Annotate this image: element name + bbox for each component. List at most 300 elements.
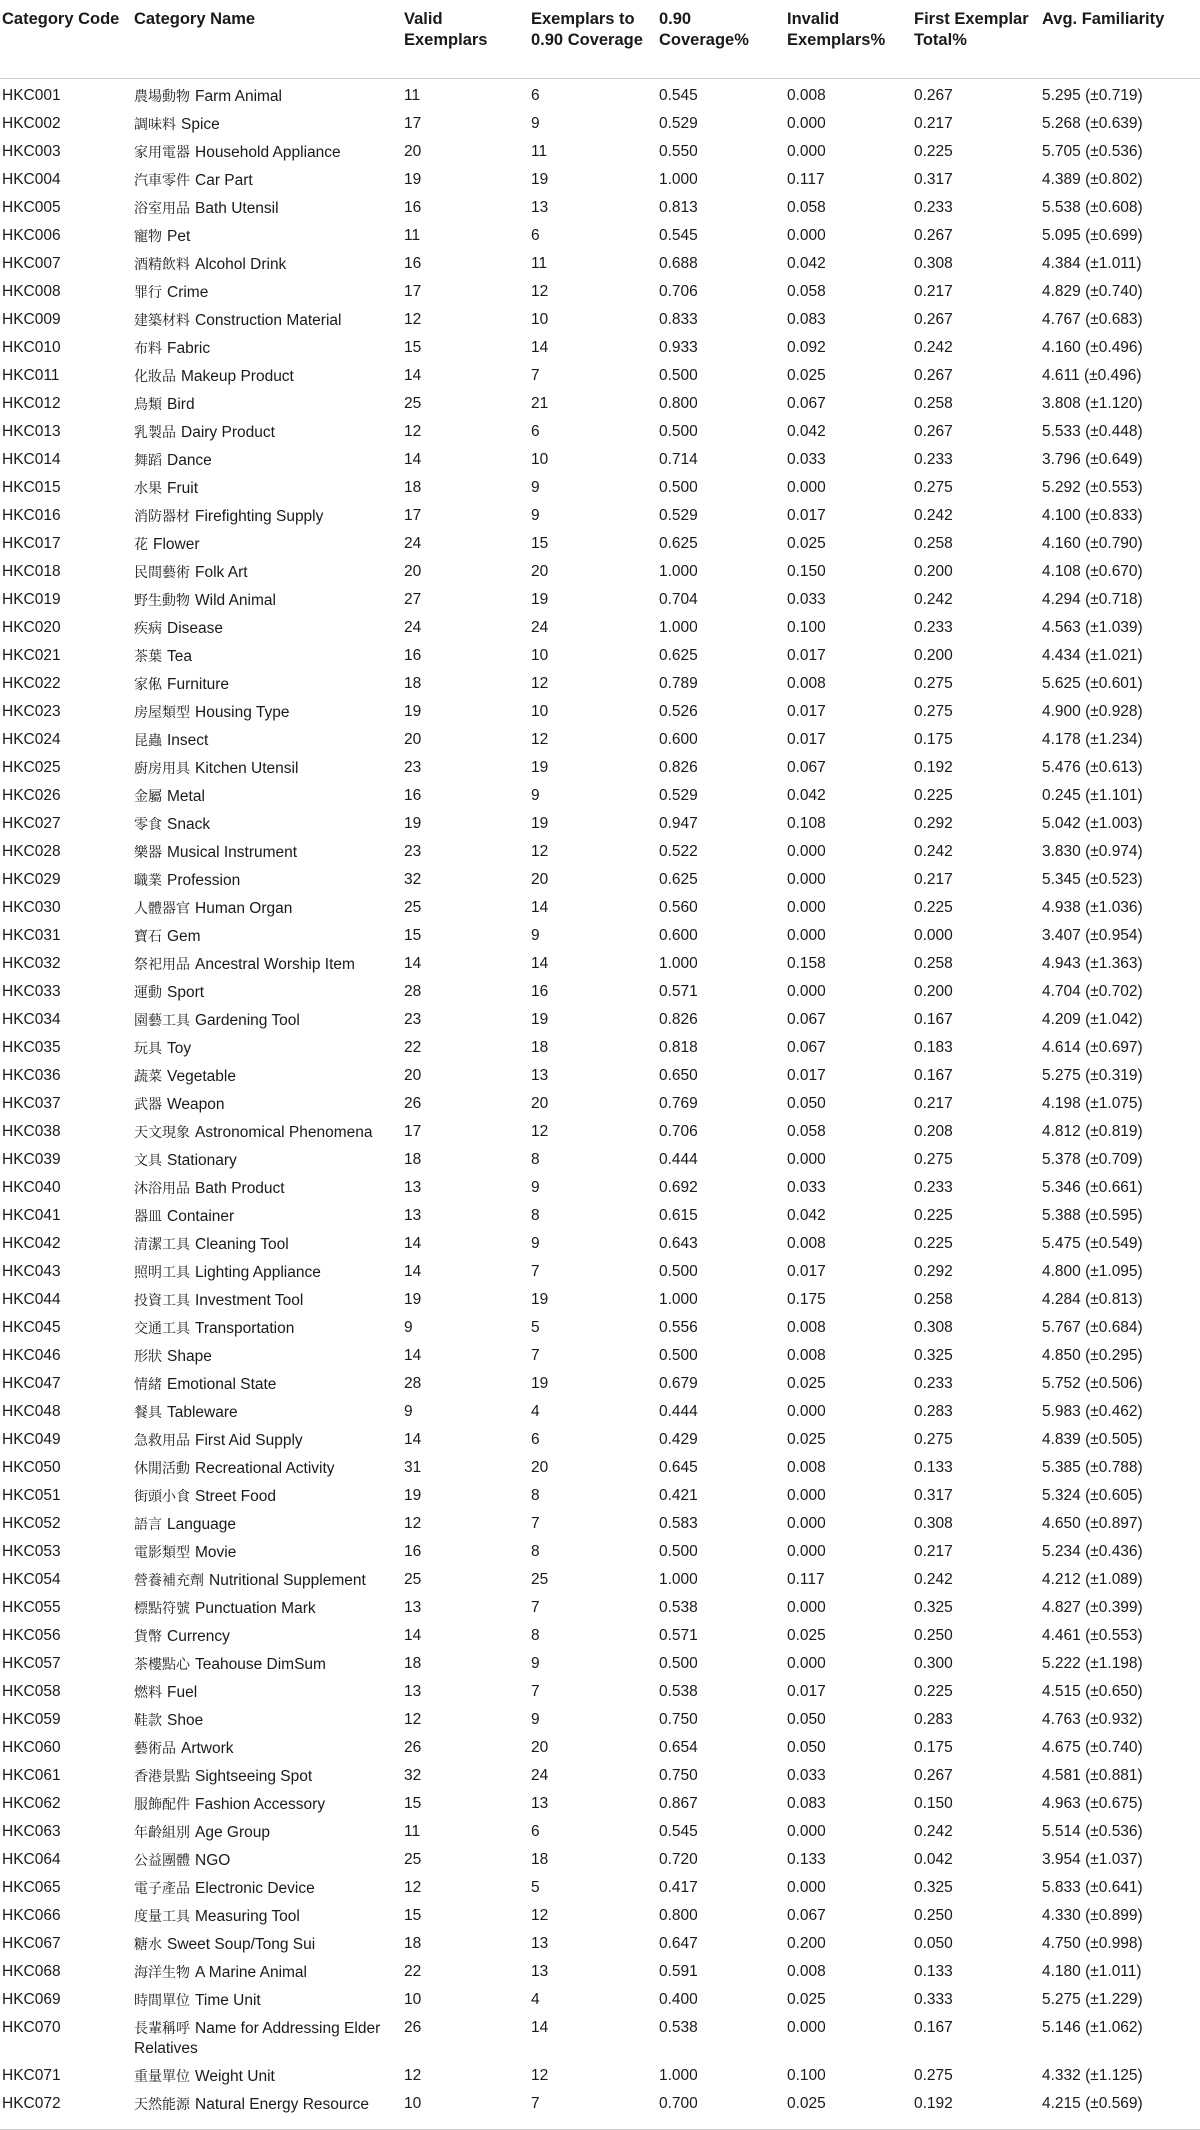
table-row	[0, 1927, 1200, 1955]
table-row	[0, 1703, 1200, 1731]
cell-exemplars-to-coverage: 8	[531, 1486, 540, 1504]
category-name-english: Wild Animal	[195, 591, 276, 609]
cell-coverage-percent: 0.867	[659, 1794, 698, 1812]
cell-category-name	[132, 135, 402, 163]
cell-invalid-exemplars: 0.067	[787, 1906, 826, 1924]
cell-invalid-exemplars: 0.025	[787, 366, 826, 384]
cell-category-code: HKC046	[2, 1346, 61, 1364]
cell-exemplars-to-coverage: 14	[531, 898, 549, 916]
cell-avg-familiarity: 4.563 (±1.039)	[1042, 618, 1143, 636]
cell-valid-exemplars: 14	[404, 1346, 422, 1364]
cell-valid-exemplars: 16	[404, 198, 422, 216]
cell-exemplars-to-coverage: 9	[531, 114, 540, 132]
category-name-english: Natural Energy Resource	[195, 2095, 370, 2113]
cell-invalid-exemplars: 0.000	[787, 1150, 826, 1168]
cell-category-name	[132, 1227, 402, 1255]
cell-invalid-exemplars: 0.008	[787, 1346, 826, 1364]
cell-first-exemplar-total: 0.233	[914, 1374, 953, 1392]
cell-valid-exemplars: 27	[404, 590, 422, 608]
cell-exemplars-to-coverage: 12	[531, 1122, 549, 1140]
cell-avg-familiarity: 4.704 (±0.702)	[1042, 982, 1143, 1000]
cell-category-code: HKC005	[2, 198, 61, 216]
cell-first-exemplar-total: 0.217	[914, 1094, 953, 1112]
cell-avg-familiarity: 4.614 (±0.697)	[1042, 1038, 1143, 1056]
category-name-chinese: 乳製品	[134, 423, 176, 440]
category-name-english: First Aid Supply	[195, 1431, 303, 1449]
cell-invalid-exemplars: 0.000	[787, 926, 826, 944]
cell-exemplars-to-coverage: 19	[531, 1290, 549, 1308]
cell-category-name	[132, 835, 402, 863]
cell-first-exemplar-total: 0.233	[914, 450, 953, 468]
cell-first-exemplar-total: 0.317	[914, 1486, 953, 1504]
cell-first-exemplar-total: 0.208	[914, 1122, 953, 1140]
cell-coverage-percent: 0.679	[659, 1374, 698, 1392]
cell-avg-familiarity: 5.345 (±0.523)	[1042, 870, 1143, 888]
cell-valid-exemplars: 17	[404, 506, 422, 524]
table-row	[0, 1955, 1200, 1983]
cell-category-name	[132, 1171, 402, 1199]
cell-category-name	[132, 331, 402, 359]
cell-valid-exemplars: 22	[404, 1038, 422, 1056]
category-name-chinese: 民間藝術	[134, 563, 190, 580]
cell-first-exemplar-total: 0.250	[914, 1626, 953, 1644]
cell-category-name	[132, 555, 402, 583]
cell-exemplars-to-coverage: 19	[531, 758, 549, 776]
cell-coverage-percent: 1.000	[659, 1570, 698, 1588]
category-name-chinese: 家俬	[134, 675, 162, 692]
cell-category-name	[132, 1871, 402, 1899]
category-name-chinese: 投資工具	[134, 1291, 190, 1308]
cell-exemplars-to-coverage: 8	[531, 1150, 540, 1168]
cell-coverage-percent: 0.800	[659, 1906, 698, 1924]
cell-category-name	[132, 1031, 402, 1059]
cell-first-exemplar-total: 0.133	[914, 1962, 953, 1980]
category-name-chinese: 廚房用具	[134, 759, 190, 776]
cell-valid-exemplars: 18	[404, 674, 422, 692]
cell-avg-familiarity: 4.650 (±0.897)	[1042, 1514, 1143, 1532]
cell-category-name	[132, 1003, 402, 1031]
cell-exemplars-to-coverage: 6	[531, 1430, 540, 1448]
cell-invalid-exemplars: 0.017	[787, 730, 826, 748]
cell-category-name	[132, 1255, 402, 1283]
cell-first-exemplar-total: 0.192	[914, 2094, 953, 2112]
cell-category-code: HKC038	[2, 1122, 61, 1140]
cell-category-code: HKC033	[2, 982, 61, 1000]
cell-coverage-percent: 0.647	[659, 1934, 698, 1952]
cell-category-code: HKC056	[2, 1626, 61, 1644]
category-name-english: Disease	[167, 619, 223, 637]
category-name-english: Construction Material	[195, 311, 342, 329]
cell-first-exemplar-total: 0.292	[914, 1262, 953, 1280]
cell-coverage-percent: 0.750	[659, 1766, 698, 1784]
category-name-english: Shoe	[167, 1711, 204, 1729]
cell-category-name	[132, 527, 402, 555]
category-name-chinese: 海洋生物	[134, 1963, 190, 1980]
cell-invalid-exemplars: 0.000	[787, 1514, 826, 1532]
cell-exemplars-to-coverage: 13	[531, 1066, 549, 1084]
cell-category-code: HKC037	[2, 1094, 61, 1112]
cell-category-code: HKC059	[2, 1710, 61, 1728]
category-name-chinese: 語言	[134, 1515, 162, 1532]
cell-coverage-percent: 0.500	[659, 478, 698, 496]
cell-first-exemplar-total: 0.242	[914, 506, 953, 524]
cell-invalid-exemplars: 0.083	[787, 1794, 826, 1812]
cell-coverage-percent: 0.583	[659, 1514, 698, 1532]
cell-exemplars-to-coverage: 7	[531, 1262, 540, 1280]
category-name-english: Dairy Product	[181, 423, 275, 441]
cell-first-exemplar-total: 0.242	[914, 338, 953, 356]
cell-invalid-exemplars: 0.067	[787, 394, 826, 412]
cell-coverage-percent: 0.591	[659, 1962, 698, 1980]
cell-invalid-exemplars: 0.008	[787, 1234, 826, 1252]
cell-avg-familiarity: 4.963 (±0.675)	[1042, 1794, 1143, 1812]
cell-category-name	[132, 219, 402, 247]
category-name-chinese: 服飾配件	[134, 1795, 190, 1812]
cell-first-exemplar-total: 0.258	[914, 1290, 953, 1308]
table-row	[0, 163, 1200, 191]
cell-invalid-exemplars: 0.025	[787, 1374, 826, 1392]
cell-category-code: HKC057	[2, 1654, 61, 1672]
category-name-english: Tableware	[167, 1403, 238, 1421]
cell-category-name	[132, 1311, 402, 1339]
cell-category-name	[132, 1731, 402, 1759]
cell-category-name	[132, 1059, 402, 1087]
cell-category-code: HKC049	[2, 1430, 61, 1448]
cell-valid-exemplars: 20	[404, 730, 422, 748]
cell-avg-familiarity: 5.275 (±0.319)	[1042, 1066, 1143, 1084]
cell-invalid-exemplars: 0.017	[787, 1682, 826, 1700]
table-row	[0, 1059, 1200, 1087]
cell-avg-familiarity: 4.767 (±0.683)	[1042, 310, 1143, 328]
cell-invalid-exemplars: 0.008	[787, 1318, 826, 1336]
table-row	[0, 919, 1200, 947]
cell-avg-familiarity: 4.611 (±0.496)	[1042, 366, 1142, 384]
cell-invalid-exemplars: 0.008	[787, 1962, 826, 1980]
cell-category-name	[132, 1703, 402, 1731]
cell-first-exemplar-total: 0.133	[914, 1458, 953, 1476]
category-name-chinese: 照明工具	[134, 1263, 190, 1280]
cell-invalid-exemplars: 0.083	[787, 310, 826, 328]
cell-avg-familiarity: 5.268 (±0.639)	[1042, 114, 1143, 132]
cell-avg-familiarity: 4.750 (±0.998)	[1042, 1934, 1143, 1952]
cell-avg-familiarity: 4.900 (±0.928)	[1042, 702, 1143, 720]
cell-exemplars-to-coverage: 19	[531, 1374, 549, 1392]
cell-category-code: HKC036	[2, 1066, 61, 1084]
cell-exemplars-to-coverage: 18	[531, 1038, 549, 1056]
cell-first-exemplar-total: 0.258	[914, 394, 953, 412]
cell-coverage-percent: 0.560	[659, 898, 698, 916]
category-name-english: Transportation	[195, 1319, 295, 1337]
header-category-name: Category Name	[132, 0, 402, 78]
cell-exemplars-to-coverage: 19	[531, 1010, 549, 1028]
cell-coverage-percent: 0.720	[659, 1850, 698, 1868]
cell-avg-familiarity: 4.812 (±0.819)	[1042, 1122, 1143, 1140]
category-name-chinese: 樂器	[134, 843, 162, 860]
cell-avg-familiarity: 4.829 (±0.740)	[1042, 282, 1143, 300]
cell-exemplars-to-coverage: 13	[531, 1934, 549, 1952]
cell-coverage-percent: 0.529	[659, 786, 698, 804]
category-name-chinese: 水果	[134, 479, 162, 496]
category-name-chinese: 人體器官	[134, 899, 190, 916]
cell-first-exemplar-total: 0.300	[914, 1654, 953, 1672]
cell-valid-exemplars: 9	[404, 1402, 413, 1420]
cell-coverage-percent: 0.444	[659, 1150, 698, 1168]
cell-avg-familiarity: 4.763 (±0.932)	[1042, 1710, 1143, 1728]
cell-invalid-exemplars: 0.092	[787, 338, 826, 356]
category-name-chinese: 器皿	[134, 1207, 162, 1224]
table-row	[0, 1283, 1200, 1311]
cell-first-exemplar-total: 0.308	[914, 254, 953, 272]
category-name-chinese: 浴室用品	[134, 199, 190, 216]
category-name-english: Sport	[167, 983, 205, 1001]
cell-avg-familiarity: 5.625 (±0.601)	[1042, 674, 1143, 692]
table-row	[0, 1759, 1200, 1787]
cell-first-exemplar-total: 0.275	[914, 1430, 953, 1448]
cell-first-exemplar-total: 0.225	[914, 1234, 953, 1252]
cell-category-code: HKC014	[2, 450, 61, 468]
cell-exemplars-to-coverage: 6	[531, 226, 540, 244]
cell-invalid-exemplars: 0.000	[787, 1822, 826, 1840]
cell-invalid-exemplars: 0.000	[787, 1598, 826, 1616]
cell-valid-exemplars: 18	[404, 1150, 422, 1168]
table-row	[0, 1787, 1200, 1815]
cell-exemplars-to-coverage: 13	[531, 1962, 549, 1980]
cell-first-exemplar-total: 0.275	[914, 1150, 953, 1168]
cell-avg-familiarity: 5.475 (±0.549)	[1042, 1234, 1143, 1252]
cell-avg-familiarity: 5.295 (±0.719)	[1042, 86, 1143, 104]
cell-invalid-exemplars: 0.033	[787, 1178, 826, 1196]
cell-category-code: HKC035	[2, 1038, 61, 1056]
cell-avg-familiarity: 4.850 (±0.295)	[1042, 1346, 1143, 1364]
cell-avg-familiarity: 4.943 (±1.363)	[1042, 954, 1143, 972]
cell-valid-exemplars: 24	[404, 534, 422, 552]
cell-valid-exemplars: 23	[404, 1010, 422, 1028]
table-row	[0, 1143, 1200, 1171]
cell-first-exemplar-total: 0.225	[914, 1682, 953, 1700]
header-first-exemplar-total: First Exemplar Total%	[912, 0, 1040, 78]
cell-avg-familiarity: 5.833 (±0.641)	[1042, 1878, 1143, 1896]
cell-first-exemplar-total: 0.242	[914, 590, 953, 608]
cell-valid-exemplars: 19	[404, 1486, 422, 1504]
cell-valid-exemplars: 32	[404, 870, 422, 888]
category-name-english: Emotional State	[167, 1375, 277, 1393]
cell-coverage-percent: 0.545	[659, 86, 698, 104]
cell-coverage-percent: 0.556	[659, 1318, 698, 1336]
cell-invalid-exemplars: 0.000	[787, 478, 826, 496]
cell-category-name	[132, 303, 402, 331]
cell-first-exemplar-total: 0.217	[914, 870, 953, 888]
cell-category-code: HKC016	[2, 506, 61, 524]
cell-valid-exemplars: 15	[404, 1906, 422, 1924]
cell-avg-familiarity: 4.332 (±1.125)	[1042, 2066, 1143, 2084]
cell-exemplars-to-coverage: 12	[531, 282, 549, 300]
cell-first-exemplar-total: 0.308	[914, 1514, 953, 1532]
cell-category-code: HKC050	[2, 1458, 61, 1476]
category-name-english: NGO	[195, 1851, 231, 1869]
cell-category-name	[132, 1815, 402, 1843]
category-name-english: Snack	[167, 815, 211, 833]
cell-coverage-percent: 0.947	[659, 814, 698, 832]
cell-first-exemplar-total: 0.275	[914, 674, 953, 692]
cell-category-name	[132, 1143, 402, 1171]
cell-valid-exemplars: 17	[404, 114, 422, 132]
table-row	[0, 1255, 1200, 1283]
header-row	[0, 0, 1200, 78]
cell-exemplars-to-coverage: 7	[531, 1682, 540, 1700]
cell-category-name	[132, 2087, 402, 2115]
category-name-chinese: 汽車零件	[134, 171, 190, 188]
cell-first-exemplar-total: 0.275	[914, 478, 953, 496]
cell-exemplars-to-coverage: 13	[531, 198, 549, 216]
category-name-english: Housing Type	[195, 703, 290, 721]
cell-category-name	[132, 919, 402, 947]
cell-category-code: HKC023	[2, 702, 61, 720]
cell-avg-familiarity: 4.461 (±0.553)	[1042, 1626, 1143, 1644]
table-row	[0, 527, 1200, 555]
category-name-english: Teahouse DimSum	[195, 1655, 326, 1673]
cell-category-code: HKC028	[2, 842, 61, 860]
cell-invalid-exemplars: 0.000	[787, 1878, 826, 1896]
cell-valid-exemplars: 14	[404, 1262, 422, 1280]
category-name-chinese: 度量工具	[134, 1907, 190, 1924]
cell-valid-exemplars: 26	[404, 1094, 422, 1112]
cell-coverage-percent: 0.700	[659, 2094, 698, 2112]
cell-exemplars-to-coverage: 18	[531, 1850, 549, 1868]
cell-avg-familiarity: 4.800 (±1.095)	[1042, 1262, 1143, 1280]
category-name-english: Furniture	[167, 675, 230, 693]
cell-exemplars-to-coverage: 10	[531, 702, 549, 720]
category-name-english: Nutritional Supplement	[209, 1571, 366, 1589]
category-name-chinese: 房屋類型	[134, 703, 190, 720]
category-name-english: Artwork	[181, 1739, 234, 1757]
cell-first-exemplar-total: 0.150	[914, 1794, 953, 1812]
table-row	[0, 331, 1200, 359]
cell-exemplars-to-coverage: 13	[531, 1794, 549, 1812]
cell-avg-familiarity: 5.476 (±0.613)	[1042, 758, 1143, 776]
category-name-english: Weapon	[167, 1095, 225, 1113]
cell-first-exemplar-total: 0.233	[914, 1178, 953, 1196]
cell-invalid-exemplars: 0.000	[787, 2018, 826, 2036]
cell-category-name	[132, 1395, 402, 1423]
cell-invalid-exemplars: 0.017	[787, 506, 826, 524]
cell-category-code: HKC009	[2, 310, 61, 328]
cell-category-name	[132, 387, 402, 415]
cell-category-name	[132, 975, 402, 1003]
cell-invalid-exemplars: 0.025	[787, 2094, 826, 2112]
cell-first-exemplar-total: 0.167	[914, 1010, 953, 1028]
cell-invalid-exemplars: 0.017	[787, 646, 826, 664]
cell-valid-exemplars: 23	[404, 842, 422, 860]
cell-category-code: HKC055	[2, 1598, 61, 1616]
cell-category-code: HKC034	[2, 1010, 61, 1028]
category-name-chinese: 標點符號	[134, 1599, 190, 1616]
cell-exemplars-to-coverage: 24	[531, 1766, 549, 1784]
table-row	[0, 639, 1200, 667]
table-row	[0, 1395, 1200, 1423]
cell-valid-exemplars: 13	[404, 1598, 422, 1616]
cell-exemplars-to-coverage: 19	[531, 590, 549, 608]
table-row	[0, 1115, 1200, 1143]
category-name-chinese: 公益團體	[134, 1851, 190, 1868]
cell-valid-exemplars: 32	[404, 1766, 422, 1784]
table-row	[0, 387, 1200, 415]
table-row	[0, 303, 1200, 331]
category-name-english: Astronomical Phenomena	[195, 1123, 373, 1141]
cell-invalid-exemplars: 0.175	[787, 1290, 826, 1308]
cell-invalid-exemplars: 0.000	[787, 142, 826, 160]
category-name-chinese: 昆蟲	[134, 731, 162, 748]
category-name-chinese: 文具	[134, 1151, 162, 1168]
cell-exemplars-to-coverage: 7	[531, 1514, 540, 1532]
cell-category-code: HKC003	[2, 142, 61, 160]
cell-exemplars-to-coverage: 16	[531, 982, 549, 1000]
cell-coverage-percent: 0.529	[659, 114, 698, 132]
cell-category-code: HKC029	[2, 870, 61, 888]
cell-category-code: HKC032	[2, 954, 61, 972]
cell-valid-exemplars: 25	[404, 898, 422, 916]
category-name-english: Punctuation Mark	[195, 1599, 316, 1617]
cell-exemplars-to-coverage: 20	[531, 1094, 549, 1112]
cell-exemplars-to-coverage: 7	[531, 1346, 540, 1364]
cell-coverage-percent: 0.714	[659, 450, 698, 468]
cell-valid-exemplars: 20	[404, 142, 422, 160]
cell-first-exemplar-total: 0.250	[914, 1906, 953, 1924]
cell-category-code: HKC053	[2, 1542, 61, 1560]
cell-coverage-percent: 0.692	[659, 1178, 698, 1196]
cell-coverage-percent: 0.650	[659, 1066, 698, 1084]
table-row	[0, 611, 1200, 639]
category-name-chinese: 休閒活動	[134, 1459, 190, 1476]
cell-valid-exemplars: 19	[404, 170, 422, 188]
table-row	[0, 1451, 1200, 1479]
cell-category-name	[132, 639, 402, 667]
category-name-english: Fuel	[167, 1683, 198, 1701]
category-name-chinese: 寶石	[134, 927, 162, 944]
cell-coverage-percent: 0.704	[659, 590, 698, 608]
category-name-english: Toy	[167, 1039, 192, 1057]
category-name-english: Shape	[167, 1347, 212, 1365]
cell-exemplars-to-coverage: 9	[531, 1234, 540, 1252]
cell-coverage-percent: 0.625	[659, 646, 698, 664]
cell-category-name	[132, 1339, 402, 1367]
table-row	[0, 78, 1200, 107]
table-row	[0, 1563, 1200, 1591]
category-name-chinese: 貨幣	[134, 1627, 162, 1644]
category-name-chinese: 重量單位	[134, 2067, 190, 2084]
cell-avg-familiarity: 4.180 (±1.011)	[1042, 1962, 1142, 1980]
category-name-chinese: 布料	[134, 339, 162, 356]
cell-invalid-exemplars: 0.008	[787, 674, 826, 692]
cell-avg-familiarity: 4.581 (±0.881)	[1042, 1766, 1143, 1784]
cell-avg-familiarity: 4.827 (±0.399)	[1042, 1598, 1143, 1616]
cell-valid-exemplars: 9	[404, 1318, 413, 1336]
category-name-english: Flower	[153, 535, 200, 553]
cell-category-name	[132, 1563, 402, 1591]
table-row	[0, 191, 1200, 219]
cell-category-code: HKC063	[2, 1822, 61, 1840]
cell-coverage-percent: 0.444	[659, 1402, 698, 1420]
category-name-english: Lighting Appliance	[195, 1263, 321, 1281]
cell-invalid-exemplars: 0.025	[787, 1990, 826, 2008]
cell-first-exemplar-total: 0.217	[914, 1542, 953, 1560]
cell-invalid-exemplars: 0.000	[787, 982, 826, 1000]
cell-category-name	[132, 695, 402, 723]
cell-first-exemplar-total: 0.283	[914, 1710, 953, 1728]
table-row	[0, 1815, 1200, 1843]
cell-invalid-exemplars: 0.000	[787, 226, 826, 244]
cell-coverage-percent: 0.688	[659, 254, 698, 272]
cell-avg-familiarity: 5.275 (±1.229)	[1042, 1990, 1143, 2008]
